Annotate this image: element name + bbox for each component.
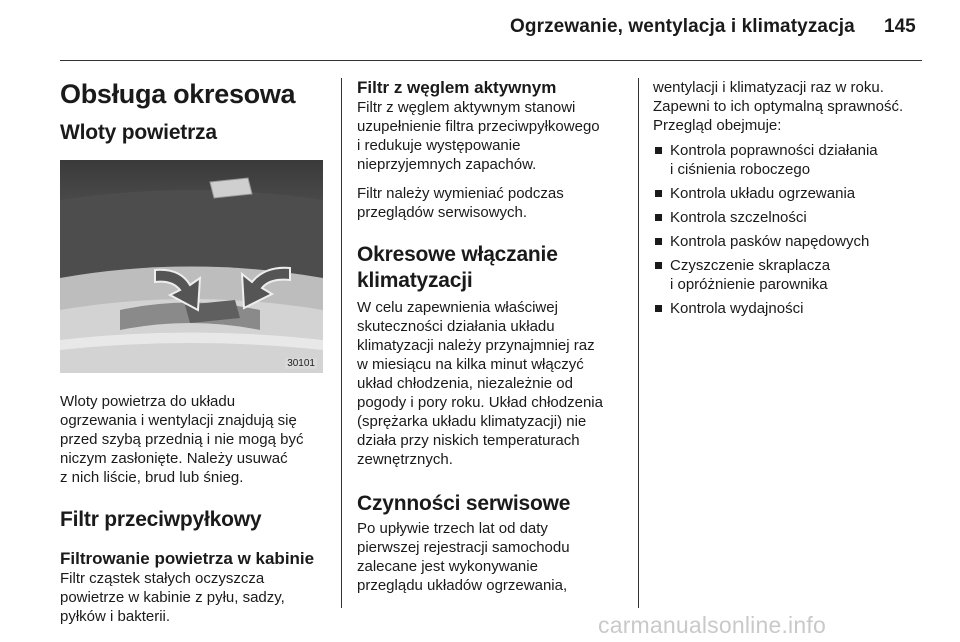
air-intakes-paragraph: Wloty powietrza do układu ogrzewania i wentylacji znajdują się przed szybą przednią i nie mogą być niczym zasłonięte. Należy usuwać z nich liście, brud lub śnieg. <box>60 393 304 486</box>
inspection-list <box>653 141 933 318</box>
list-item: Kontrola poprawności działania i ciśnienia roboczego <box>653 141 933 179</box>
column-1 <box>60 70 328 626</box>
figure-number: 30101 <box>287 358 315 369</box>
square-bullet-icon <box>655 305 662 312</box>
cabin-filtering-paragraph: Filtr cząstek stałych oczyszcza powietrze w kabinie z pyłu, sadzy, pyłków i bakterii. <box>60 570 285 625</box>
column-divider-1 <box>341 78 342 608</box>
page-number: 145 <box>884 16 916 37</box>
section-heading-maintenance: Obsługa okresowa <box>60 79 296 109</box>
list-item: Kontrola pasków napędowych <box>653 232 933 251</box>
subheading-cabin-filtering: Filtrowanie powietrza w kabinie <box>60 549 315 568</box>
air-intake-illustration <box>60 160 323 373</box>
periodic-ac-paragraph: W celu zapewnienia właściwej skuteczności działania układu klimatyzacji należy przynajmniej raz w miesiącu na kilka minut włączyć układ chłodzenia, niezależnie od pogody i pory roku. Układ chłodzenia (sprężarka układu klimatyzacji) nie działa przy niskich temperaturach zewnętrznych. <box>357 299 603 468</box>
carbon-filter-paragraph-2: Filtr należy wymieniać podczas przeglądów serwisowych. <box>357 185 564 221</box>
carbon-filter-paragraph-1: Filtr z węglem aktywnym stanowi uzupełnienie filtra przeciwpyłkowego i redukuje występowanie nieprzyjemnych zapachów. <box>357 99 600 173</box>
column-divider-2 <box>638 78 639 608</box>
list-item: Czyszczenie skraplacza i opróżnienie parownika <box>653 256 933 294</box>
square-bullet-icon <box>655 190 662 197</box>
square-bullet-icon <box>655 147 662 154</box>
square-bullet-icon <box>655 238 662 245</box>
list-item: Kontrola wydajności <box>653 299 933 318</box>
windshield-cowl-drawing <box>60 160 323 373</box>
subheading-carbon-filter: Filtr z węglem aktywnym <box>357 78 557 97</box>
header-divider <box>60 60 922 61</box>
subsection-heading-air-intakes: Wloty powietrza <box>60 121 217 144</box>
chapter-title: Ogrzewanie, wentylacja i klimatyzacja <box>510 16 855 37</box>
list-item: Kontrola szczelności <box>653 208 933 227</box>
square-bullet-icon <box>655 214 662 221</box>
square-bullet-icon <box>655 262 662 269</box>
column-3 <box>653 70 933 323</box>
section-heading-service: Czynności serwisowe <box>357 492 571 515</box>
column-2 <box>357 70 632 595</box>
service-continued-paragraph: wentylacji i klimatyzacji raz w roku. Zapewni to ich optymalną sprawność. Przegląd obejmuje: <box>653 79 904 134</box>
service-paragraph: Po upływie trzech lat od daty pierwszej rejestracji samochodu zalecane jest wykonywanie przeglądu układów ogrzewania, <box>357 520 570 594</box>
section-heading-periodic-ac: Okresowe włączanie klimatyzacji <box>357 243 558 292</box>
list-item: Kontrola układu ogrzewania <box>653 184 933 203</box>
page-header <box>0 0 960 60</box>
subsection-heading-pollen-filter: Filtr przeciwpyłkowy <box>60 508 262 531</box>
site-watermark: carmanualsonline.info <box>598 612 826 638</box>
